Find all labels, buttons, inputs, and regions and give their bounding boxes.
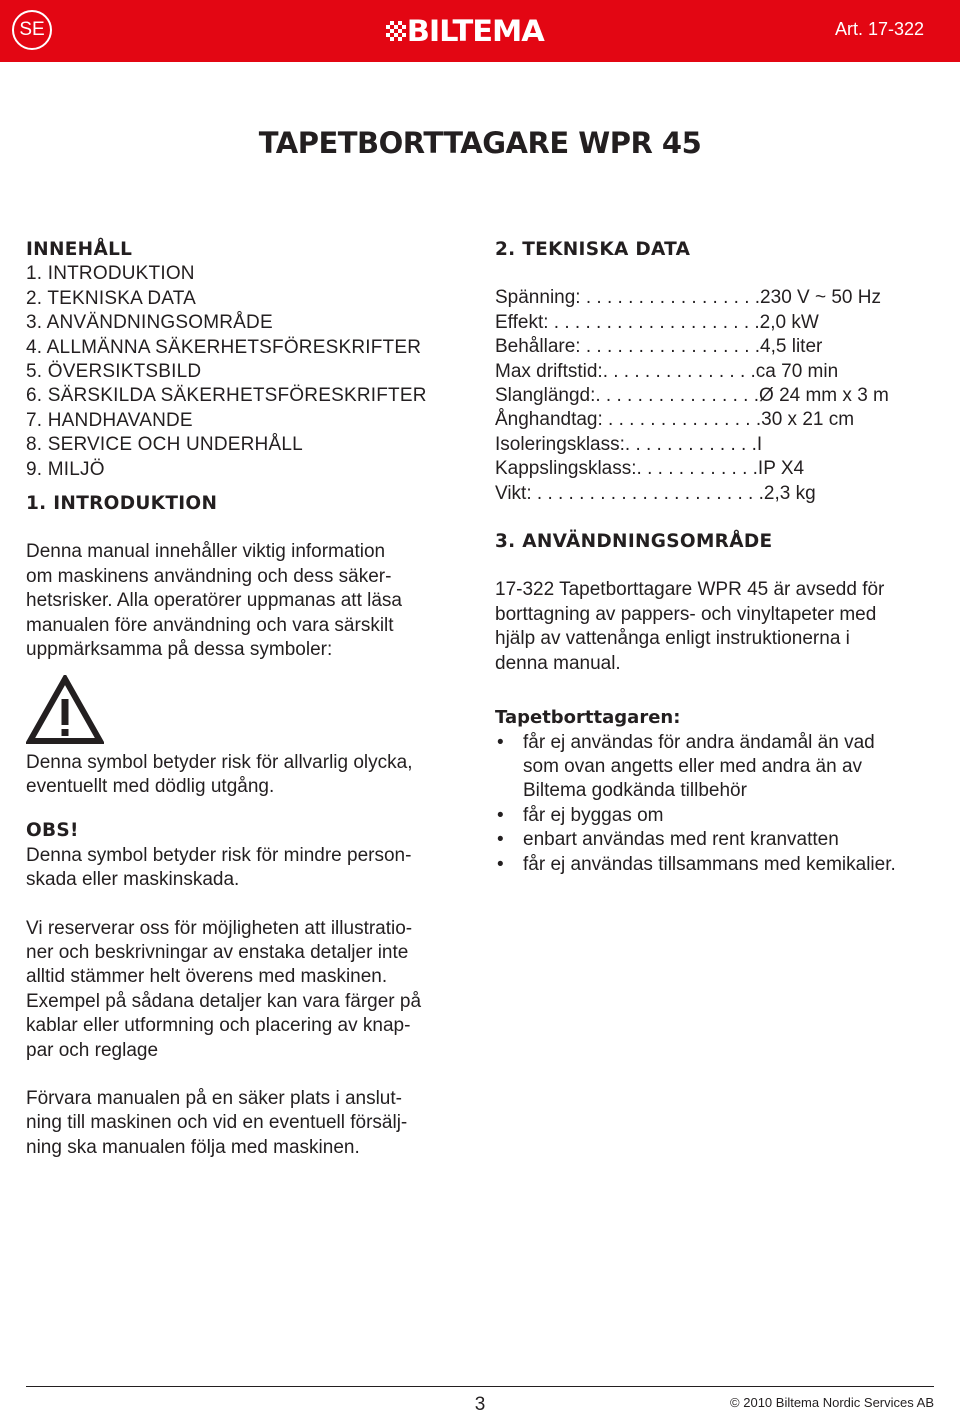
usage-line: borttagning av pappers- och vinyltapeter med	[495, 603, 877, 625]
intro-line: uppmärksamma på dessa symboler:	[26, 639, 333, 661]
obs-description	[26, 844, 466, 893]
spec-row: Ånghandtag: . . . . . . . . . . . . . . .30 x 21 cm	[495, 409, 855, 431]
bullet-line: Biltema godkända tillbehör	[523, 780, 747, 802]
disclaimer-paragraph	[26, 917, 466, 1063]
disclaimer-line: Exempel på sådana detaljer kan vara färger på	[26, 990, 422, 1012]
toc-list	[26, 262, 466, 482]
bullet-line: • får ej användas för andra ändamål än vad	[523, 731, 875, 753]
bullet-item	[495, 853, 935, 877]
storage-line: Förvara manualen på en säker plats i anslut-	[26, 1087, 402, 1109]
tech-heading: 2. TEKNISKA DATA	[495, 239, 691, 260]
disclaimer-line: Vi reserverar oss för möjligheten att illustratio-	[26, 917, 413, 939]
spec-row: Vikt: . . . . . . . . . . . . . . . . . . . . . .2,3 kg	[495, 482, 816, 504]
bullet-line: som ovan angetts eller med andra än av	[523, 755, 863, 777]
bullet-item	[495, 828, 935, 852]
intro-line: hetsrisker. Alla operatörer uppmanas att läsa	[26, 590, 402, 612]
disclaimer-line: alltid stämmer helt överens med maskinen.	[26, 966, 388, 988]
storage-line: ning ska manualen följa med maskinen.	[26, 1136, 360, 1158]
warning-line: Denna symbol betyder risk för allvarlig olycka,	[26, 751, 413, 773]
disclaimer-line: kablar eller utformning och placering av knap-	[26, 1015, 411, 1037]
toc-item: 5. ÖVERSIKTSBILD	[26, 361, 202, 383]
toc-item: 7. HANDHAVANDE	[26, 409, 193, 431]
checkered-flag-icon	[386, 21, 406, 41]
usage-line: 17-322 Tapetborttagare WPR 45 är avsedd för	[495, 579, 885, 601]
usage-line: hjälp av vattenånga enligt instruktionerna i	[495, 628, 850, 650]
obs-line: Denna symbol betyder risk för mindre person-	[26, 844, 412, 866]
spec-row: Slanglängd:. . . . . . . . . . . . . . . .Ø 24 mm x 3 m	[495, 385, 889, 407]
disclaimer-line: ner och beskrivningar av enstaka detaljer inte	[26, 941, 409, 963]
intro-text	[26, 540, 466, 662]
logo-wordmark: BILTEMA	[406, 14, 544, 48]
language-badge: SE	[12, 10, 52, 50]
spec-row: Effekt: . . . . . . . . . . . . . . . . . . . .2,0 kW	[495, 311, 819, 333]
usage-bullet-list	[495, 731, 935, 877]
spec-row: Isoleringsklass:. . . . . . . . . . . . .I	[495, 433, 763, 455]
spec-row: Kappslingsklass:. . . . . . . . . . . .IP X4	[495, 458, 805, 480]
toc-item: 9. MILJÖ	[26, 458, 105, 480]
toc-heading: INNEHÅLL	[26, 239, 133, 260]
toc-item: 4. ALLMÄNNA SÄKERHETSFÖRESKRIFTER	[26, 336, 422, 358]
toc-item: 6. SÄRSKILDA SÄKERHETSFÖRESKRIFTER	[26, 385, 427, 407]
intro-line: Denna manual innehåller viktig information	[26, 541, 386, 563]
spec-row: Behållare: . . . . . . . . . . . . . . . . .4,5 liter	[495, 336, 823, 358]
right-column	[495, 238, 935, 877]
bullet-line: • får ej användas tillsammans med kemikalier.	[523, 853, 896, 875]
intro-heading: 1. INTRODUKTION	[26, 493, 218, 515]
copyright-notice: © 2010 Biltema Nordic Services AB	[730, 1395, 934, 1410]
disclaimer-line: par och reglage	[26, 1039, 159, 1061]
usage-text	[495, 578, 935, 676]
header-bar	[0, 0, 960, 62]
usage-subheading: Tapetborttagaren:	[495, 707, 681, 729]
intro-line: om maskinens användning och dess säker-	[26, 565, 392, 587]
bullet-item	[495, 804, 935, 828]
warning-line: eventuellt med dödlig utgång.	[26, 775, 275, 797]
spec-row: Spänning: . . . . . . . . . . . . . . . . .230 V ~ 50 Hz	[495, 287, 881, 309]
biltema-logo	[386, 13, 544, 49]
warning-description	[26, 751, 466, 800]
storage-paragraph	[26, 1087, 466, 1160]
warning-triangle-icon	[26, 675, 104, 745]
footer-divider	[26, 1386, 934, 1387]
bullet-line: • enbart användas med rent kranvatten	[523, 829, 839, 851]
spec-row: Max driftstid:. . . . . . . . . . . . . . .ca 70 min	[495, 360, 839, 382]
usage-heading: 3. ANVÄNDNINGSOMRÅDE	[495, 531, 773, 553]
usage-line: denna manual.	[495, 652, 621, 674]
bullet-item	[495, 731, 935, 804]
bullet-line: • får ej byggas om	[523, 804, 664, 826]
obs-line: skada eller maskinskada.	[26, 869, 240, 891]
toc-item: 1. INTRODUKTION	[26, 263, 195, 285]
intro-line: manualen före användning och vara särskilt	[26, 614, 394, 636]
toc-item: 2. TEKNISKA DATA	[26, 287, 197, 309]
toc-item: 3. ANVÄNDNINGSOMRÅDE	[26, 312, 273, 334]
toc-item: 8. SERVICE OCH UNDERHÅLL	[26, 434, 303, 456]
article-number: Art. 17-322	[834, 19, 924, 39]
left-column	[26, 238, 466, 1160]
page-number: 3	[474, 1394, 486, 1415]
spec-table	[495, 286, 935, 506]
obs-heading: OBS!	[26, 820, 79, 842]
storage-line: ning till maskinen och vid en eventuell försälj-	[26, 1112, 408, 1134]
page-title: TAPETBORTTAGARE WPR 45	[258, 126, 702, 160]
